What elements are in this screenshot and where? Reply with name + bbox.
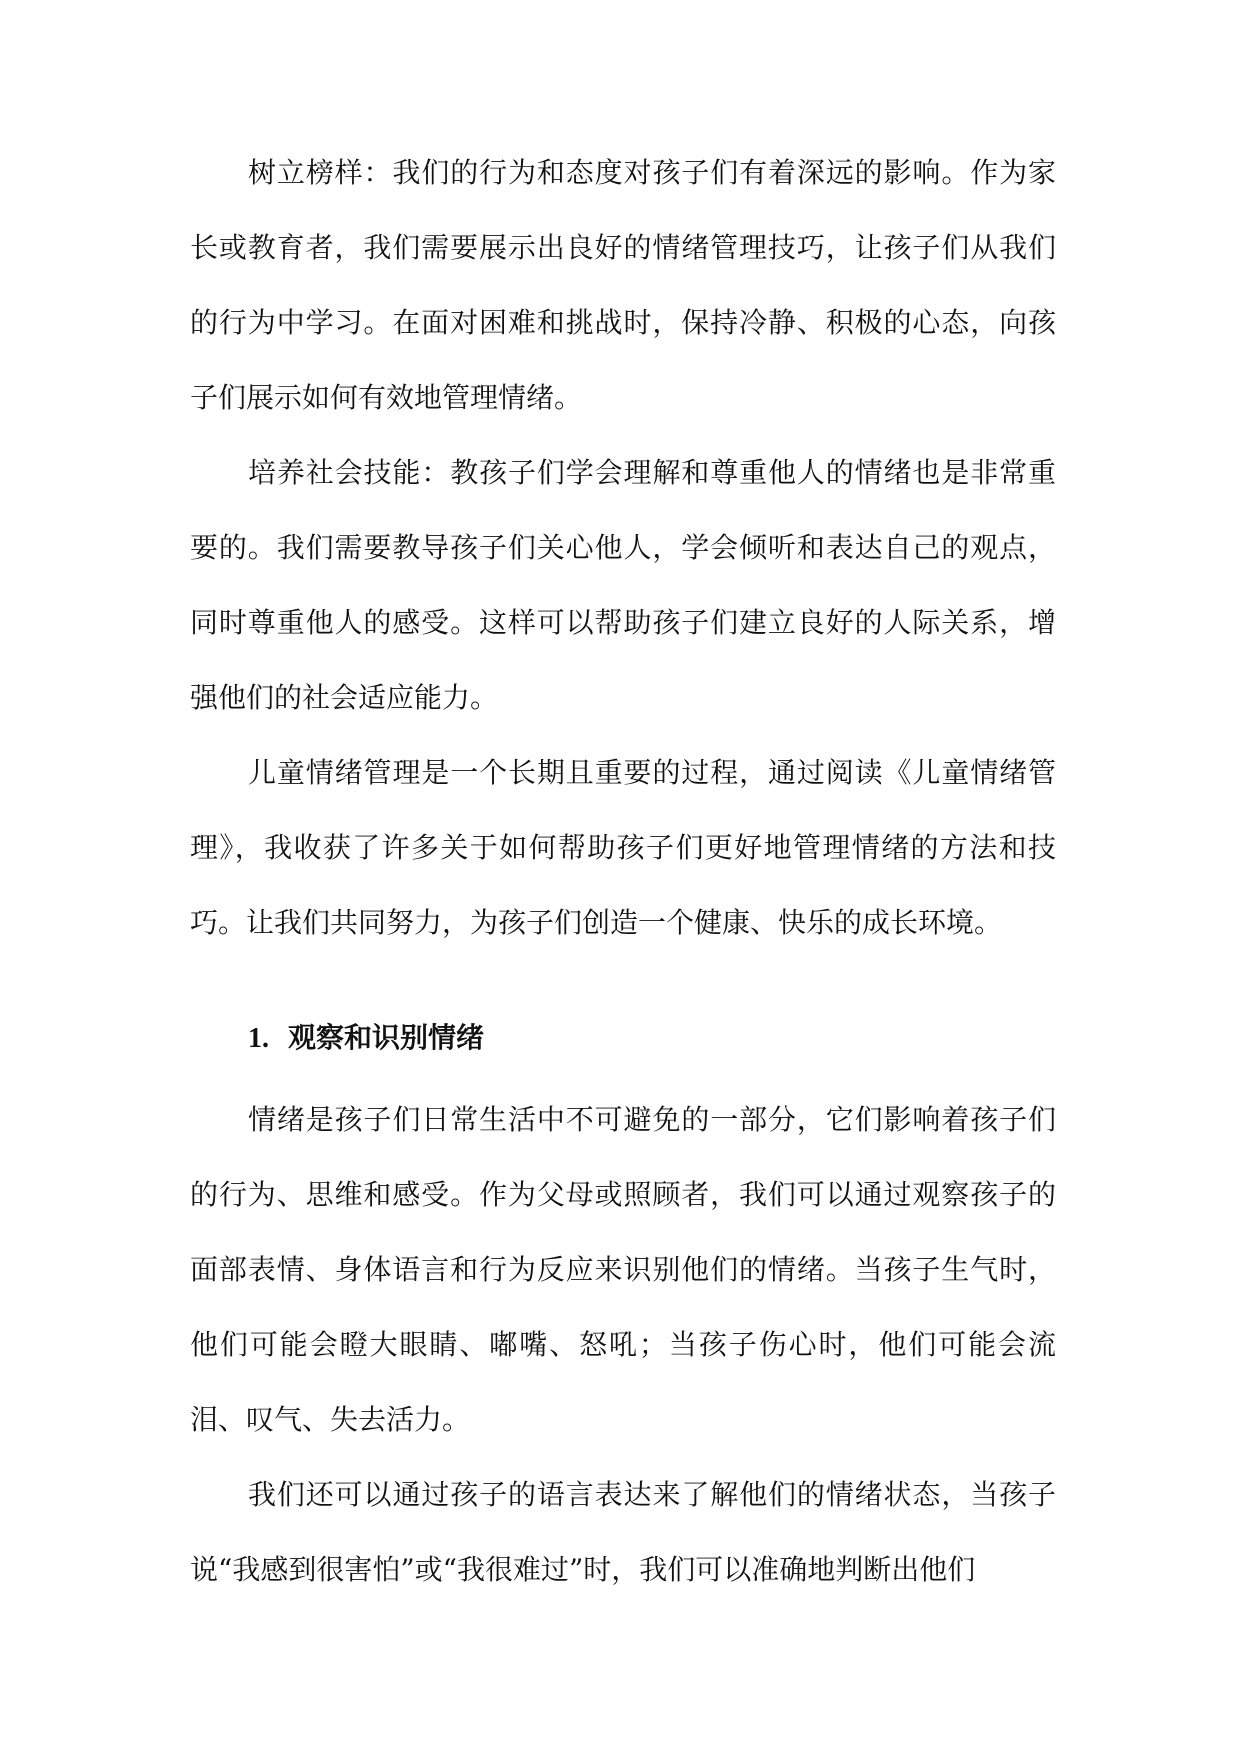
section-title: 观察和识别情绪: [288, 1021, 485, 1054]
paragraph-social-skills: 培养社会技能：教孩子们学会理解和尊重他人的情绪也是非常重要的。我们需要教导孩子们关心他人，学会倾听和表达自己的观点，同时尊重他人的感受。这样可以帮助孩子们建立良好的人际关系，增强他们的社会适应能力。: [190, 456, 1056, 714]
section-number: 1.: [248, 1023, 269, 1054]
paragraph-role-model: 树立榜样：我们的行为和态度对孩子们有着深远的影响。作为家长或教育者，我们需要展示出良好的情绪管理技巧，让孩子们从我们的行为中学习。在面对困难和挑战时，保持冷静、积极的心态，向孩子们展示如何有效地管理情绪。: [190, 156, 1056, 414]
paragraph-conclusion: 儿童情绪管理是一个长期且重要的过程，通过阅读《儿童情绪管理》，我收获了许多关于如何帮助孩子们更好地管理情绪的方法和技巧。让我们共同努力，为孩子们创造一个健康、快乐的成长环境。: [190, 756, 1056, 939]
paragraph-language-expression: 我们还可以通过孩子的语言表达来了解他们的情绪状态，当孩子说“我感到很害怕”或“我很难过”时，我们可以准确地判断出他们: [190, 1478, 1056, 1586]
section-heading: [248, 1000, 484, 1076]
paragraph-observe-emotions: 情绪是孩子们日常生活中不可避免的一部分，它们影响着孩子们的行为、思维和感受。作为父母或照顾者，我们可以通过观察孩子的面部表情、身体语言和行为反应来识别他们的情绪。当孩子生气时，他们可能会瞪大眼睛、嘟嘴、怒吼；当孩子伤心时，他们可能会流泪、叹气、失去活力。: [190, 1103, 1056, 1436]
